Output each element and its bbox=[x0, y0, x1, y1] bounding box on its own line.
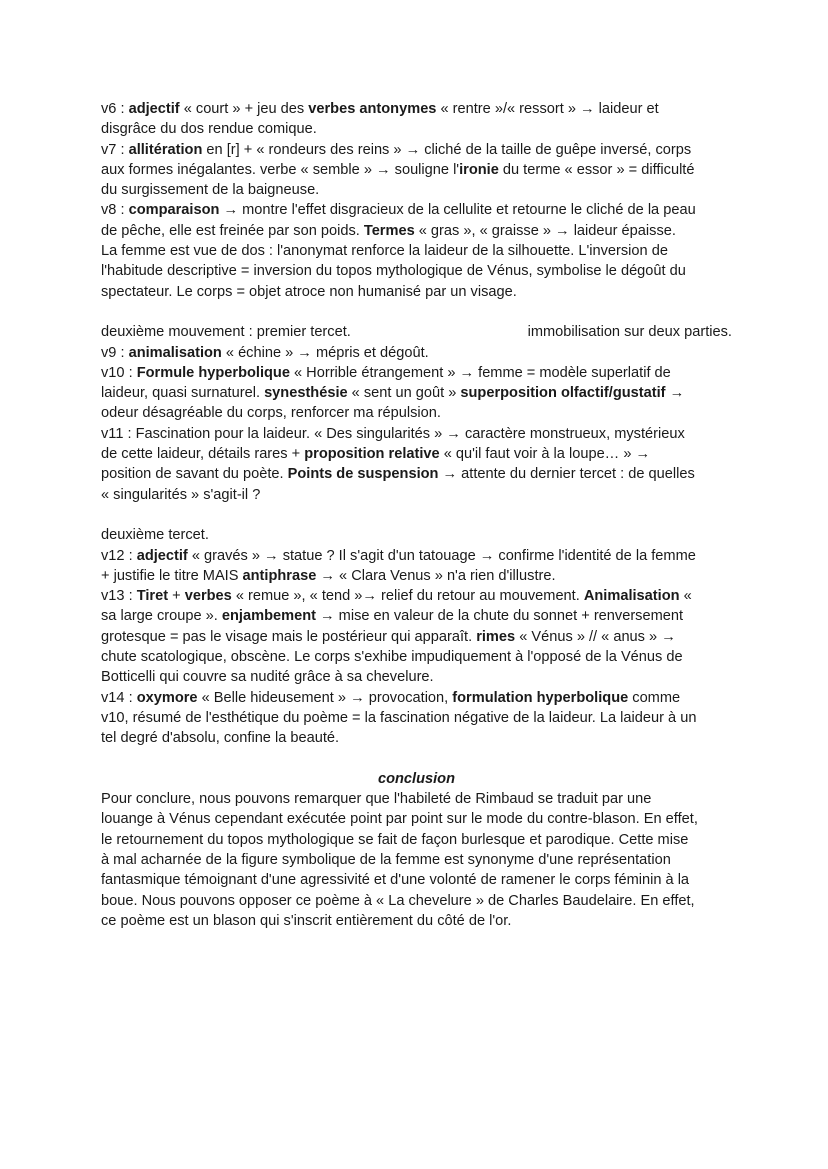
text-run: → montre l'effet disgracieux de la cellulite et retourne le cliché de la peau bbox=[219, 202, 696, 219]
text-run: « sent un goût » bbox=[347, 385, 461, 402]
text-run: ce poème est un blason qui s'inscrit entièrement du côté de l'or. bbox=[101, 912, 512, 929]
section-heading: deuxième mouvement : premier tercet. bbox=[101, 324, 351, 341]
text-line bbox=[101, 870, 732, 890]
text-run: v12 : bbox=[101, 547, 137, 564]
paragraph-gap bbox=[101, 302, 732, 322]
text-line bbox=[101, 546, 732, 566]
text-line bbox=[101, 180, 732, 200]
bold-term: animalisation bbox=[128, 344, 222, 361]
text-line bbox=[101, 221, 732, 241]
section-heading-row bbox=[101, 322, 732, 342]
paragraph-gap bbox=[101, 505, 732, 525]
text-run: le retournement du topos mythologique se fait de façon burlesque et parodique. Cette mise bbox=[101, 831, 689, 848]
bold-term: Points de suspension bbox=[287, 466, 439, 483]
text-line bbox=[101, 627, 732, 647]
bold-term: formulation hyperbolique bbox=[452, 689, 629, 706]
text-line bbox=[101, 586, 732, 606]
bold-term: verbes antonymes bbox=[308, 101, 437, 117]
text-line bbox=[101, 789, 732, 809]
text-run: louange à Vénus cependant exécutée point par point sur le mode du contre-blason. En effet, bbox=[101, 811, 698, 828]
text-run: v10 : bbox=[101, 364, 137, 381]
bold-term: proposition relative bbox=[304, 446, 440, 463]
text-line bbox=[101, 444, 732, 464]
text-run: « rentre »/« ressort » → laideur et bbox=[436, 101, 659, 117]
text-run: laideur, quasi surnaturel. bbox=[101, 385, 265, 402]
text-run: → « Clara Venus » n'a rien d'illustre. bbox=[316, 567, 556, 584]
text-run: La femme est vue de dos : l'anonymat renforce la laideur de la silhouette. L'inversion de bbox=[101, 243, 668, 260]
text-run: v9 : bbox=[101, 344, 129, 361]
text-run: « singularités » s'agit-il ? bbox=[101, 486, 261, 503]
bold-term: rimes bbox=[476, 628, 516, 645]
text-line bbox=[101, 119, 732, 139]
text-run: v8 : bbox=[101, 202, 129, 219]
text-run: à mal acharnée de la figure symbolique de la femme est synonyme d'une représentation bbox=[101, 851, 671, 868]
text-run: « bbox=[679, 588, 692, 605]
bold-term: ironie bbox=[459, 161, 499, 178]
text-line bbox=[101, 606, 732, 626]
bold-term: adjectif bbox=[128, 101, 180, 117]
text-run: tel degré d'absolu, confine la beauté. bbox=[101, 730, 340, 747]
text-run: du terme « essor » = difficulté bbox=[498, 161, 695, 178]
text-run: → bbox=[665, 385, 685, 402]
text-line bbox=[101, 830, 732, 850]
bold-term: verbes bbox=[184, 588, 232, 605]
text-run: v14 : bbox=[101, 689, 137, 706]
text-run: « Vénus » // « anus » → bbox=[515, 628, 676, 645]
text-run: « qu'il faut voir à la loupe… » → bbox=[439, 446, 651, 463]
text-run: → mise en valeur de la chute du sonnet + renversement bbox=[315, 608, 684, 625]
text-run: « Belle hideusement » → provocation, bbox=[197, 689, 453, 706]
text-run: position de savant du poète. bbox=[101, 466, 288, 483]
text-line bbox=[101, 140, 732, 160]
text-run: « Horrible étrangement » → femme = modèle superlatif de bbox=[289, 364, 671, 381]
text-run: → attente du dernier tercet : de quelles bbox=[438, 466, 695, 483]
bold-term: comparaison bbox=[128, 202, 220, 219]
text-run: disgrâce du dos rendue comique. bbox=[101, 121, 317, 138]
text-run: « échine » → mépris et dégoût. bbox=[221, 344, 429, 361]
text-run: de cette laideur, détails rares + bbox=[101, 446, 305, 463]
text-line bbox=[101, 525, 732, 545]
text-run: sa large croupe ». bbox=[101, 608, 222, 625]
text-run: v10, résumé de l'esthétique du poème = la fascination négative de la laideur. La laideur à un bbox=[101, 709, 697, 726]
text-line bbox=[101, 282, 732, 302]
text-line bbox=[101, 261, 732, 281]
conclusion-body bbox=[101, 789, 732, 931]
text-run: chute scatologique, obscène. Le corps s'exhibe impudiquement à l'opposé de la Vénus de bbox=[101, 649, 683, 666]
bold-term: allitération bbox=[128, 141, 203, 158]
bold-term: adjectif bbox=[136, 547, 188, 564]
text-line bbox=[101, 708, 732, 728]
text-run: comme bbox=[628, 689, 681, 706]
text-line bbox=[101, 688, 732, 708]
text-line bbox=[101, 424, 732, 444]
text-run: spectateur. Le corps = objet atroce non humanisé par un visage. bbox=[101, 283, 517, 300]
bold-term: enjambement bbox=[221, 608, 316, 625]
text-run: « gras », « graisse » → laideur épaisse. bbox=[414, 222, 676, 239]
paragraph-gap bbox=[101, 749, 732, 769]
text-line bbox=[101, 891, 732, 911]
text-run: « remue », « tend »→ relief du retour au mouvement. bbox=[231, 588, 584, 605]
text-run: « court » + jeu des bbox=[179, 101, 309, 117]
text-run: v7 : bbox=[101, 141, 129, 158]
text-line bbox=[101, 464, 732, 484]
text-run: + justifie le titre MAIS bbox=[101, 567, 243, 584]
text-line bbox=[101, 647, 732, 667]
text-line bbox=[101, 99, 732, 119]
text-run: aux formes inégalantes. verbe « semble » → souligne l' bbox=[101, 161, 460, 178]
text-line bbox=[101, 566, 732, 586]
text-line bbox=[101, 343, 732, 363]
text-run: « gravés » → statue ? Il s'agit d'un tatouage → confirme l'identité de la femme bbox=[187, 547, 696, 564]
text-run: Pour conclure, nous pouvons remarquer que l'habileté de Rimbaud se traduit par une bbox=[101, 791, 652, 808]
text-run: v13 : bbox=[101, 588, 137, 605]
text-run: de pêche, elle est freinée par son poids. bbox=[101, 222, 364, 239]
text-line bbox=[101, 667, 732, 687]
bold-term: Animalisation bbox=[583, 588, 680, 605]
bold-term: superposition olfactif/gustatif bbox=[460, 385, 666, 402]
text-line bbox=[101, 403, 732, 423]
text-run: grotesque = pas le visage mais le postérieur qui apparaît. bbox=[101, 628, 477, 645]
text-line bbox=[101, 363, 732, 383]
bold-term: synesthésie bbox=[264, 385, 348, 402]
bold-term: Termes bbox=[363, 222, 415, 239]
text-run: boue. Nous pouvons opposer ce poème à « La chevelure » de Charles Baudelaire. En effet, bbox=[101, 892, 695, 909]
text-line bbox=[101, 911, 732, 931]
text-run: v11 : Fascination pour la laideur. « Des singularités » → caractère monstrueux, mystérieux bbox=[101, 425, 685, 442]
text-line bbox=[101, 241, 732, 261]
text-run: du surgissement de la baigneuse. bbox=[101, 182, 320, 199]
section-second-tercet bbox=[101, 525, 732, 748]
text-run: en [r] + « rondeurs des reins » → cliché de la taille de guêpe inversé, corps bbox=[202, 141, 692, 158]
text-run: fantasmique témoignant d'une agressivité et d'une volonté de ramener le corps féminin à la bbox=[101, 872, 690, 889]
text-line bbox=[101, 809, 732, 829]
text-run: deuxième tercet. bbox=[101, 527, 209, 544]
section-heading-note: immobilisation sur deux parties. bbox=[527, 324, 732, 341]
bold-term: antiphrase bbox=[242, 567, 317, 584]
text-line bbox=[101, 728, 732, 748]
text-run: Botticelli qui couvre sa nudité grâce à sa chevelure. bbox=[101, 669, 434, 686]
text-line bbox=[101, 850, 732, 870]
text-line bbox=[101, 160, 732, 180]
section-first-movement bbox=[101, 99, 732, 302]
text-run: l'habitude descriptive = inversion du topos mythologique de Vénus, symbolise le dégoût du bbox=[101, 263, 686, 280]
text-run: v6 : bbox=[101, 101, 129, 117]
conclusion-title: conclusion bbox=[377, 770, 456, 787]
text-line bbox=[101, 485, 732, 505]
bold-term: Formule hyperbolique bbox=[136, 364, 290, 381]
bold-term: Tiret bbox=[136, 588, 169, 605]
text-run: + bbox=[168, 588, 185, 605]
text-line bbox=[101, 383, 732, 403]
text-run: odeur désagréable du corps, renforcer ma répulsion. bbox=[101, 405, 441, 422]
bold-term: oxymore bbox=[136, 689, 198, 706]
section-first-tercet bbox=[101, 343, 732, 505]
text-line bbox=[101, 200, 732, 220]
